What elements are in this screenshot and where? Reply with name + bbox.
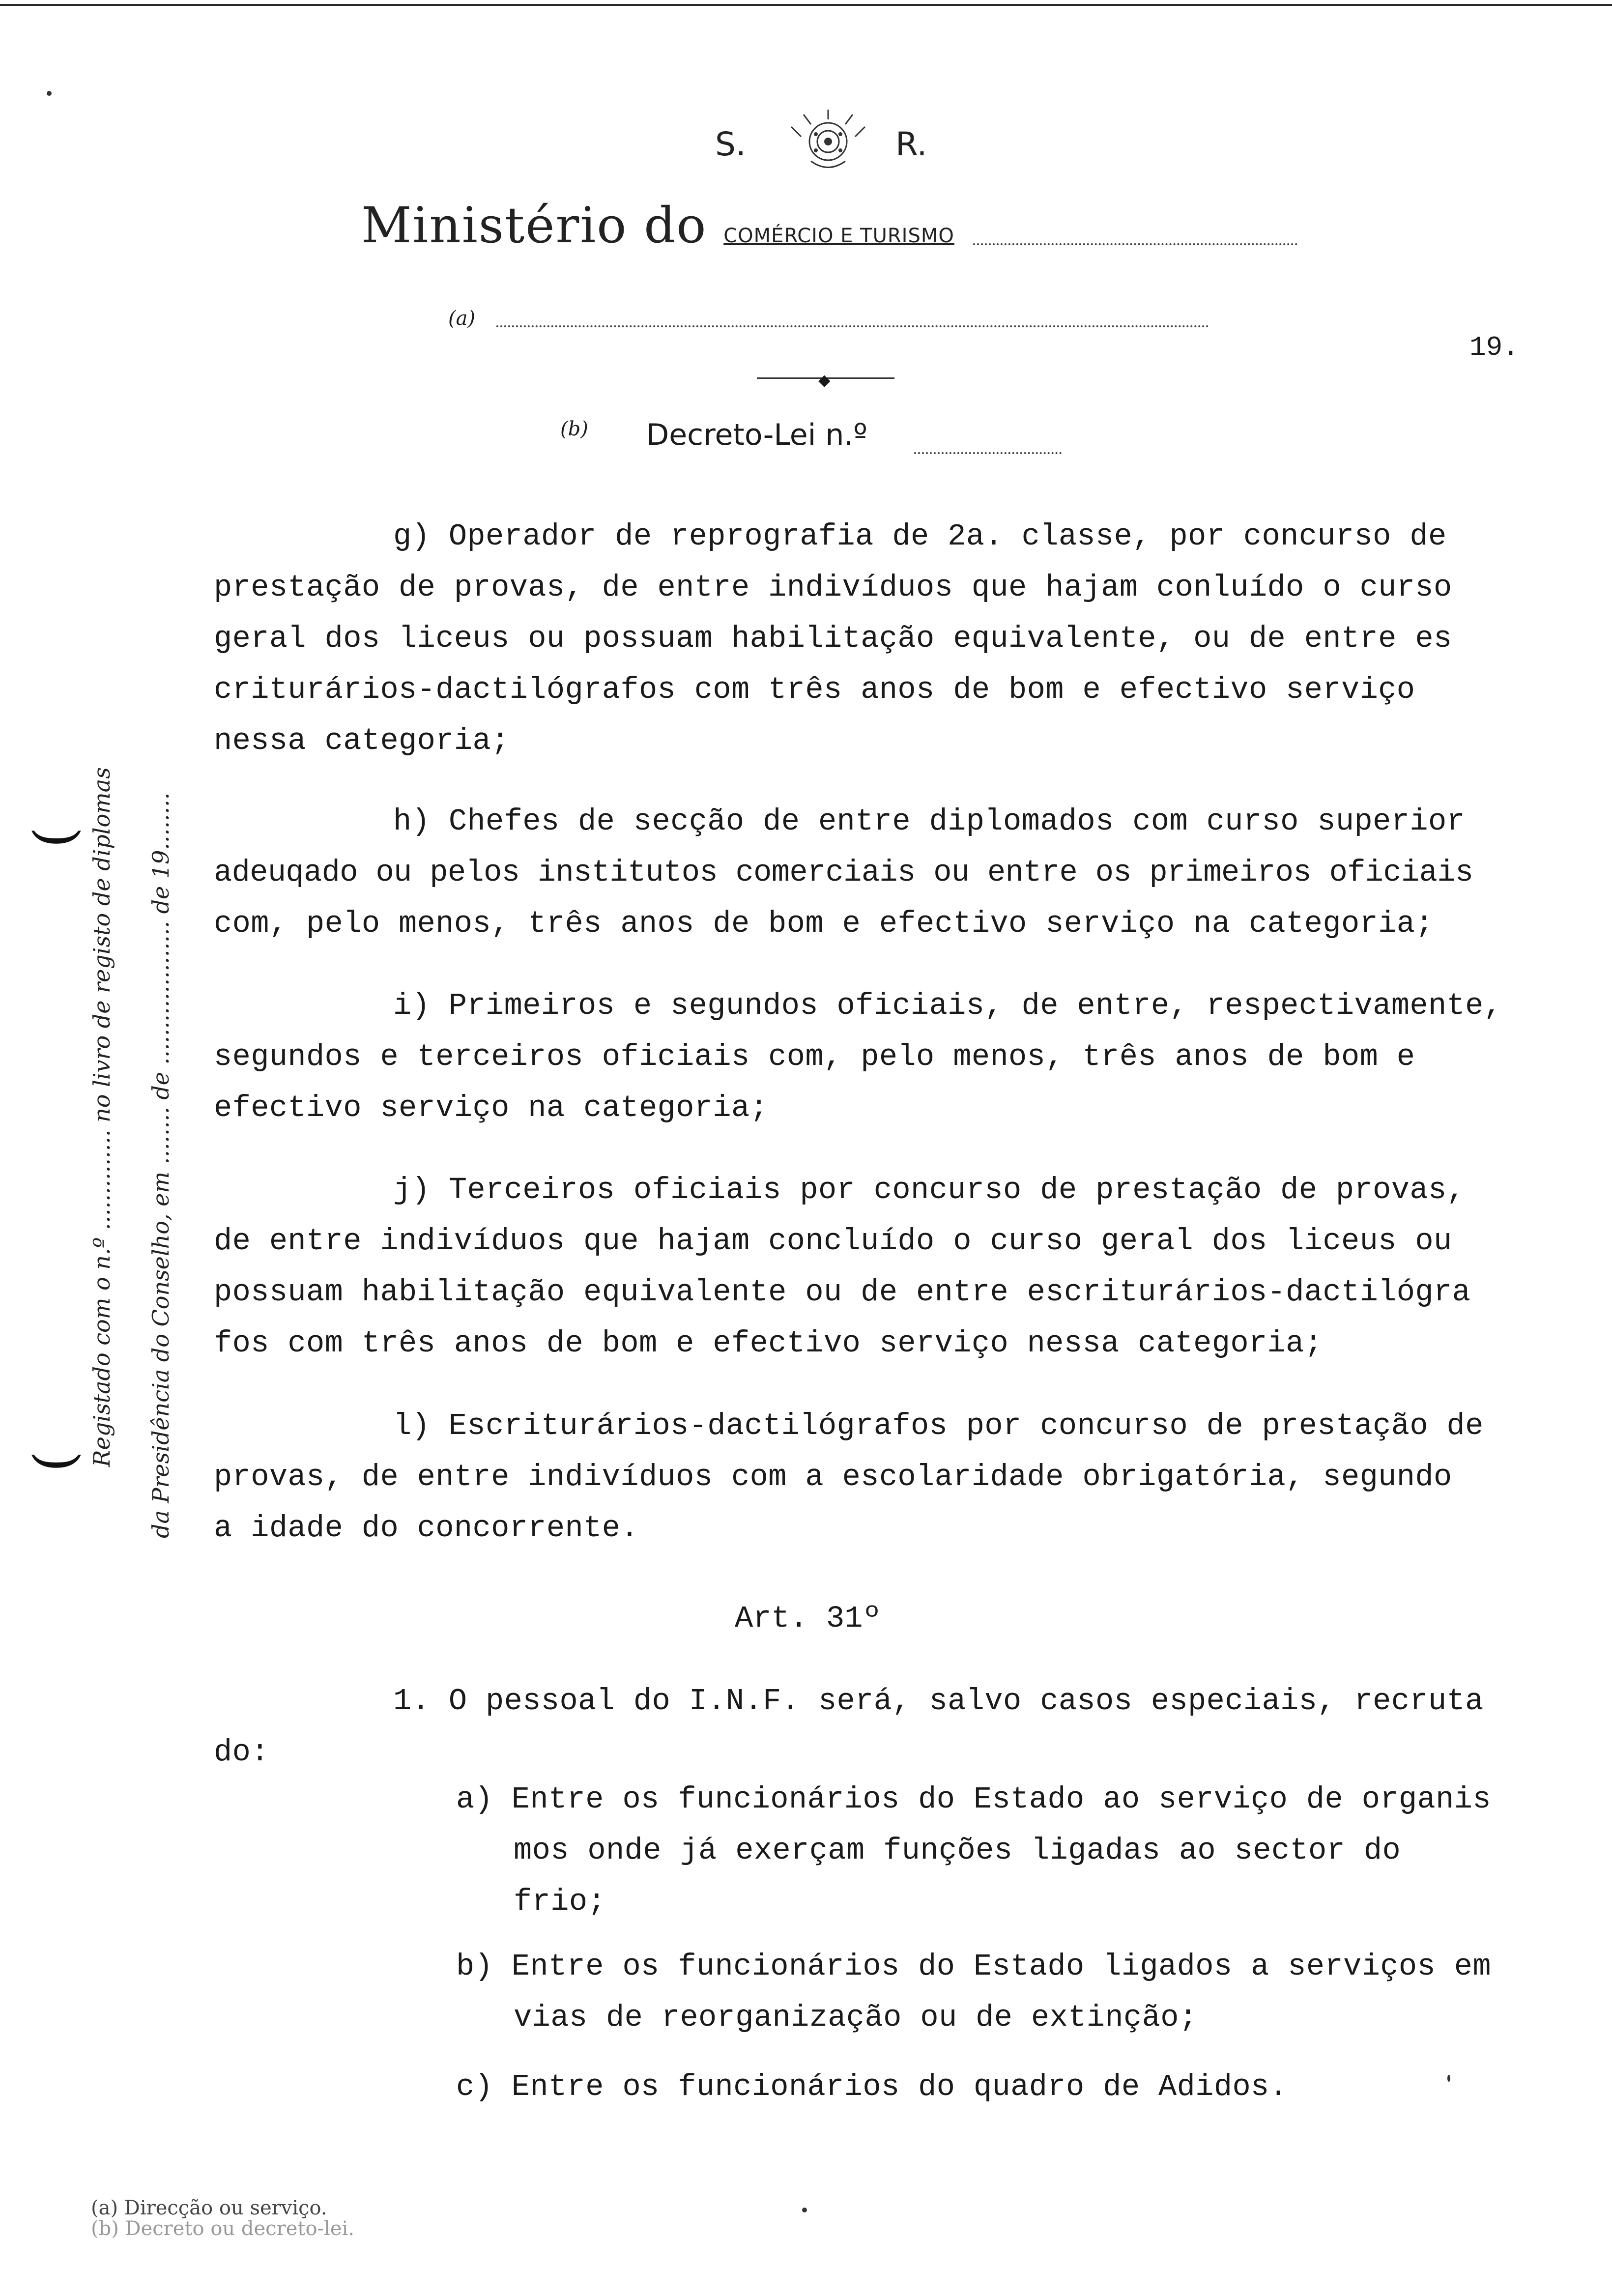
para-g-line-1: g) Operador de reprografia de 2a. classe, por concurso de: [393, 519, 1447, 554]
ministry-title: [361, 197, 954, 254]
scan-speck: [1447, 2075, 1450, 2082]
article-item-b-line-1: b) Entre os funcionários do Estado ligados a serviços em: [456, 1949, 1491, 1984]
para-h-line-1: h) Chefes de secção de entre diplomados com curso superior: [393, 804, 1466, 839]
para-g-line-2: prestação de provas, de entre indivíduos que hajam conluído o curso: [214, 570, 1452, 605]
para-h-line-3: com, pelo menos, três anos de bom e efectivo serviço na categoria;: [214, 906, 1434, 941]
para-g-line-3: geral dos liceus ou possuam habilitação equivalente, ou de entre es: [214, 621, 1452, 656]
para-g-line-4: criturários-dactilógrafos com três anos de bom e efectivo serviço: [214, 672, 1415, 707]
ministry-script: Ministério: [361, 197, 628, 254]
para-j-line-4: fos com três anos de bom e efectivo serviço nessa categoria;: [214, 1326, 1323, 1361]
article-item-b-line-2: vias de reorganização ou de extinção;: [514, 2000, 1198, 2035]
field-b-label: (b): [560, 418, 588, 440]
footnote-b: (b) Decreto ou decreto-lei.: [91, 2217, 355, 2240]
ministry-dotted-line: [973, 243, 1297, 245]
margin-register-line: Registado com o n.º .............. no livro de registo de diplomas: [88, 767, 115, 1467]
header-letter-s: S.: [715, 125, 746, 163]
article-item-a-line-3: frio;: [514, 1884, 606, 1919]
para-j-line-2: de entre indivíduos que hajam concluído o curso geral dos liceus ou: [214, 1224, 1452, 1259]
top-border: [0, 4, 1612, 6]
coat-of-arms-icon: [781, 107, 875, 181]
article-item-a-line-2: mos onde já exerçam funções ligadas ao sector do: [514, 1833, 1401, 1868]
margin-presidency-line: da Presidência do Conselho, em ........ de .................... de 19........: [147, 792, 174, 1538]
para-l-line-2: provas, de entre indivíduos com a escolaridade obrigatória, segundo: [214, 1460, 1452, 1494]
para-l-line-3: a idade do concorrente.: [214, 1511, 639, 1546]
para-i-line-2: segundos e terceiros oficiais com, pelo menos, três anos de bom e: [214, 1039, 1415, 1074]
article-intro-line-1: 1. O pessoal do I.N.F. será, salvo casos especiais, recruta: [393, 1684, 1484, 1719]
decree-label: Decreto-Lei n.º: [646, 418, 867, 452]
article-item-a-line-1: a) Entre os funcionários do Estado ao serviço de organis: [456, 1782, 1491, 1817]
para-i-line-3: efectivo serviço na categoria;: [214, 1091, 769, 1125]
para-j-line-1: j) Terceiros oficiais por concurso de prestação de provas,: [393, 1173, 1466, 1207]
article-item-c-line-1: c) Entre os funcionários do quadro de Adidos.: [456, 2069, 1288, 2104]
ministry-name: COMÉRCIO E TURISMO: [723, 225, 954, 247]
divider-diamond-icon: ◆: [818, 371, 831, 389]
para-g-line-5: nessa categoria;: [214, 723, 510, 758]
field-a-dotted-line: [496, 325, 1209, 327]
margin-bracket-bottom: (: [22, 1451, 86, 1472]
field-a-label: (a): [448, 307, 476, 330]
scan-speck: [802, 2208, 807, 2212]
para-l-line-1: l) Escriturários-dactilógrafos por concurso de prestação de: [393, 1408, 1484, 1443]
para-i-line-1: i) Primeiros e segundos oficiais, de entre, respectivamente,: [393, 988, 1502, 1023]
footnote-a: (a) Direcção ou serviço.: [91, 2197, 327, 2219]
header-letter-r: R.: [895, 125, 927, 163]
ministry-de: do: [644, 197, 707, 254]
para-j-line-3: possuam habilitação equivalente ou de entre escriturários-dactilógra: [214, 1275, 1471, 1310]
scan-speck: [47, 91, 52, 96]
article-heading: Art. 31º: [735, 1601, 881, 1636]
article-intro-line-2: do:: [214, 1735, 269, 1770]
para-h-line-2: adeuqado ou pelos institutos comerciais ou entre os primeiros oficiais: [214, 855, 1473, 890]
margin-bracket-top: (: [22, 827, 86, 848]
page-number: 19.: [1469, 332, 1519, 363]
decree-dotted-line: [914, 452, 1062, 454]
